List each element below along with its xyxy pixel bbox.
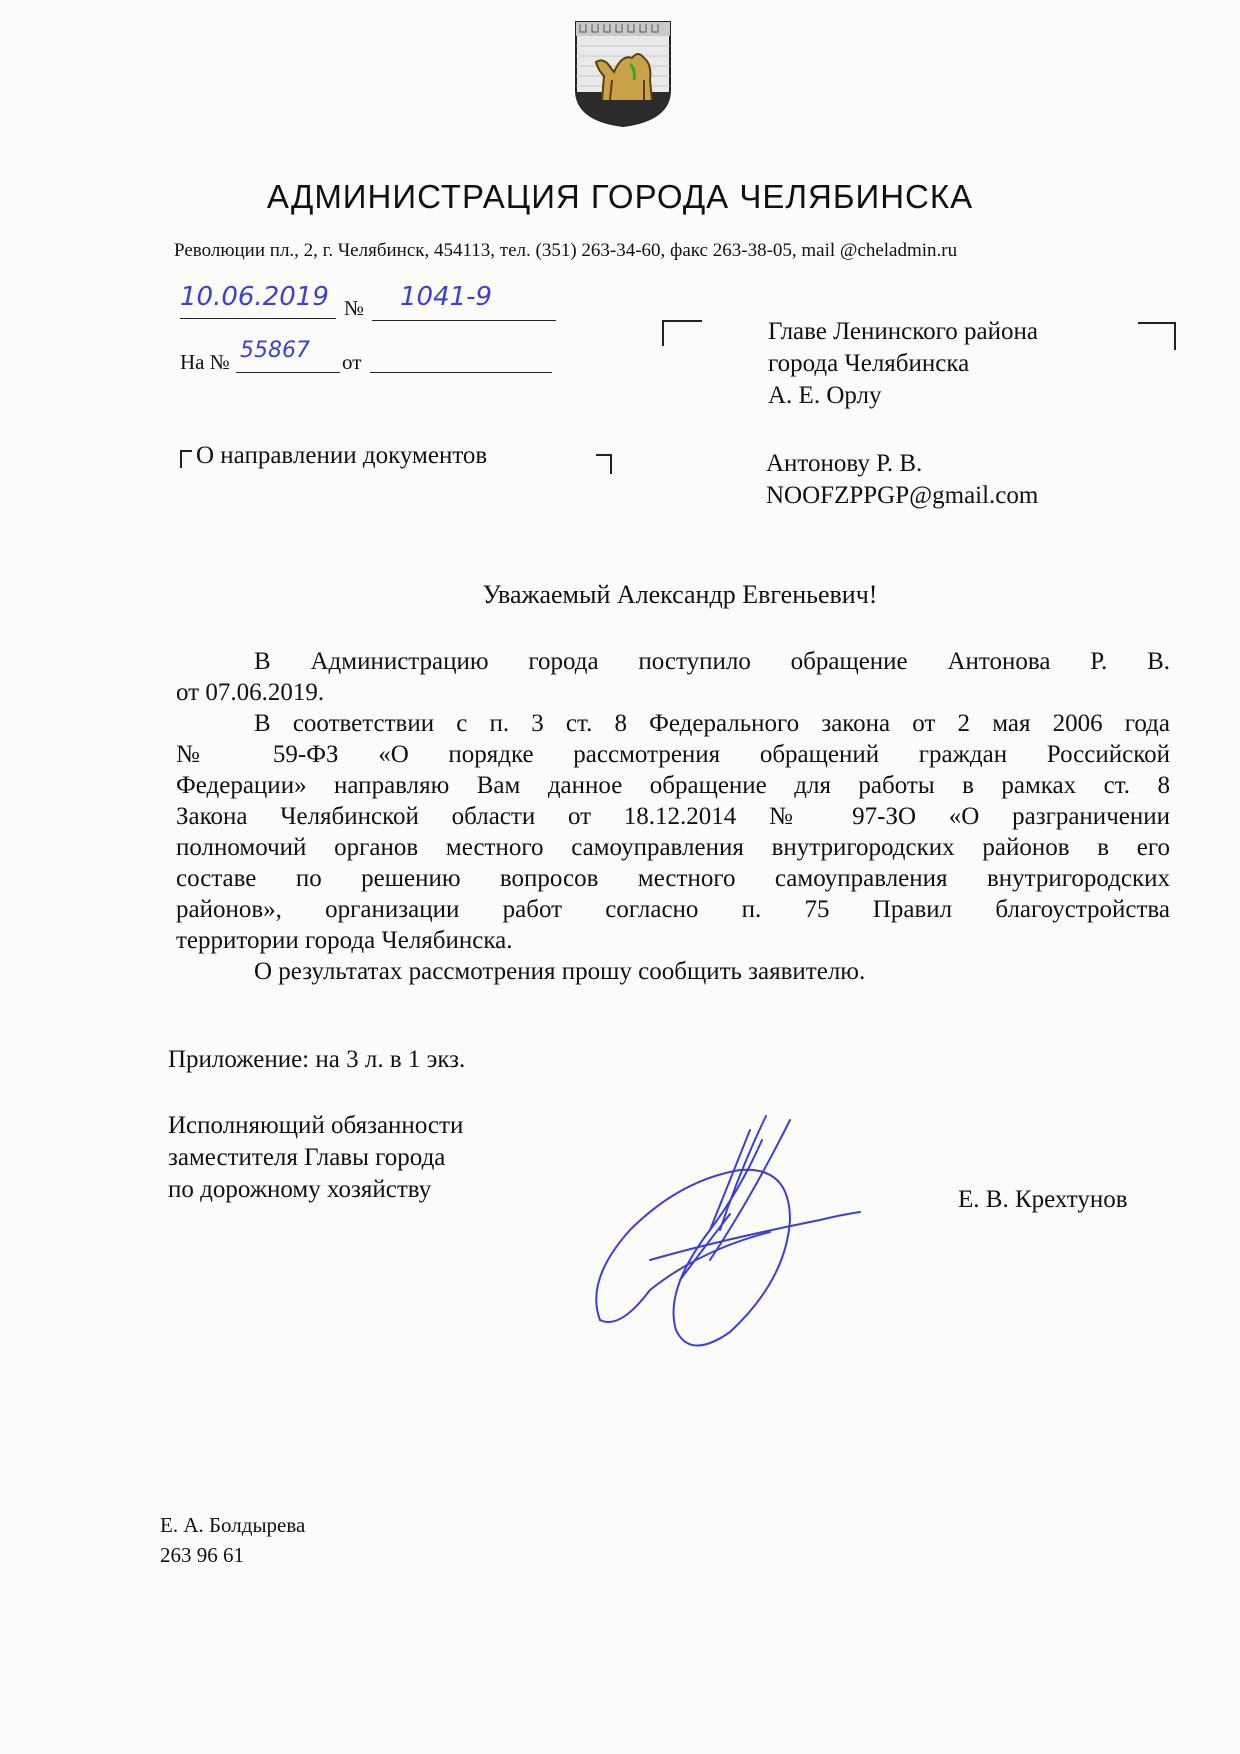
paragraph-2-line: полномочий органов местного самоуправления внутригородских районов в его bbox=[176, 834, 1170, 861]
signatory-position-line: заместителя Главы города bbox=[168, 1144, 446, 1171]
letter-body bbox=[176, 646, 1170, 987]
paragraph-2-line: Закона Челябинской области от 18.12.2014 № 97-ЗО «О разграничении bbox=[176, 803, 1170, 830]
recipient-line: города Челябинска bbox=[768, 350, 970, 377]
signatory-position bbox=[168, 1110, 463, 1206]
attachment-note: Приложение: на 3 л. в 1 экз. bbox=[168, 1046, 466, 1073]
paragraph-2-line: № 59-ФЗ «О порядке рассмотрения обращений граждан Российской bbox=[176, 741, 1170, 768]
ref-date-underline bbox=[370, 372, 552, 373]
subject-line: О направлении документов bbox=[196, 442, 488, 469]
executor-phone: 263 96 61 bbox=[160, 1543, 244, 1567]
date-underline bbox=[180, 318, 336, 319]
organization-title: АДМИНИСТРАЦИЯ ГОРОДА ЧЕЛЯБИНСКА bbox=[266, 178, 974, 215]
number-underline bbox=[372, 320, 556, 321]
recipient-corner-left bbox=[662, 320, 702, 346]
ref-number-underline bbox=[236, 372, 340, 373]
paragraph-2-line: В соответствии с п. 3 ст. 8 Федерального закона от 2 мая 2006 года bbox=[254, 710, 1170, 737]
recipient-line: Главе Ленинского района bbox=[768, 318, 1038, 345]
recipient-corner-right bbox=[1138, 322, 1176, 350]
handwritten-ref-number: 55867 bbox=[240, 338, 310, 363]
copy-recipient-name: Антонову Р. В. bbox=[766, 450, 923, 477]
executor-block bbox=[160, 1510, 305, 1570]
handwritten-number: 1041-9 bbox=[400, 282, 493, 312]
subject-corner-left bbox=[180, 450, 192, 468]
paragraph-1-line: В Администрацию города поступило обращение Антонова Р. В. bbox=[254, 648, 1170, 675]
number-label: № bbox=[344, 296, 365, 320]
signatory-position-line: Исполняющий обязанности bbox=[168, 1112, 464, 1139]
paragraph-2-line: Федерации» направляю Вам данное обращение для работы в рамках ст. 8 bbox=[176, 772, 1170, 799]
ref-from-label: от bbox=[342, 350, 362, 374]
address-line: Революции пл., 2, г. Челябинск, 454113, тел. (351) 263-34-60, факс 263-38-05, mail @cheladmin.ru bbox=[174, 240, 958, 261]
paragraph-2-line: территории города Челябинска. bbox=[176, 927, 513, 954]
ref-number-label: На № bbox=[180, 350, 230, 374]
recipient-line: А. Е. Орлу bbox=[768, 382, 882, 409]
handwritten-signature bbox=[590, 1110, 870, 1370]
copy-recipient-block bbox=[766, 448, 1038, 512]
subject-corner-right bbox=[596, 454, 612, 474]
signatory-name: Е. В. Крехтунов bbox=[958, 1186, 1128, 1213]
executor-name: Е. А. Болдырева bbox=[160, 1513, 306, 1537]
paragraph-2-line: составе по решению вопросов местного самоуправления внутригородских bbox=[176, 865, 1170, 892]
recipient-block bbox=[768, 316, 1038, 412]
city-crest-emblem bbox=[574, 20, 672, 128]
paragraph-2-line: районов», организации работ согласно п. 75 Правил благоустройства bbox=[176, 896, 1170, 923]
signatory-position-line: по дорожному хозяйству bbox=[168, 1176, 432, 1203]
copy-recipient-email: NOOFZPPGP@gmail.com bbox=[766, 482, 1039, 509]
paragraph-1-line: от 07.06.2019. bbox=[176, 679, 325, 706]
handwritten-date: 10.06.2019 bbox=[180, 282, 329, 312]
paragraph-3: О результатах рассмотрения прошу сообщить заявителю. bbox=[254, 958, 866, 985]
salutation: Уважаемый Александр Евгеньевич! bbox=[482, 580, 878, 609]
